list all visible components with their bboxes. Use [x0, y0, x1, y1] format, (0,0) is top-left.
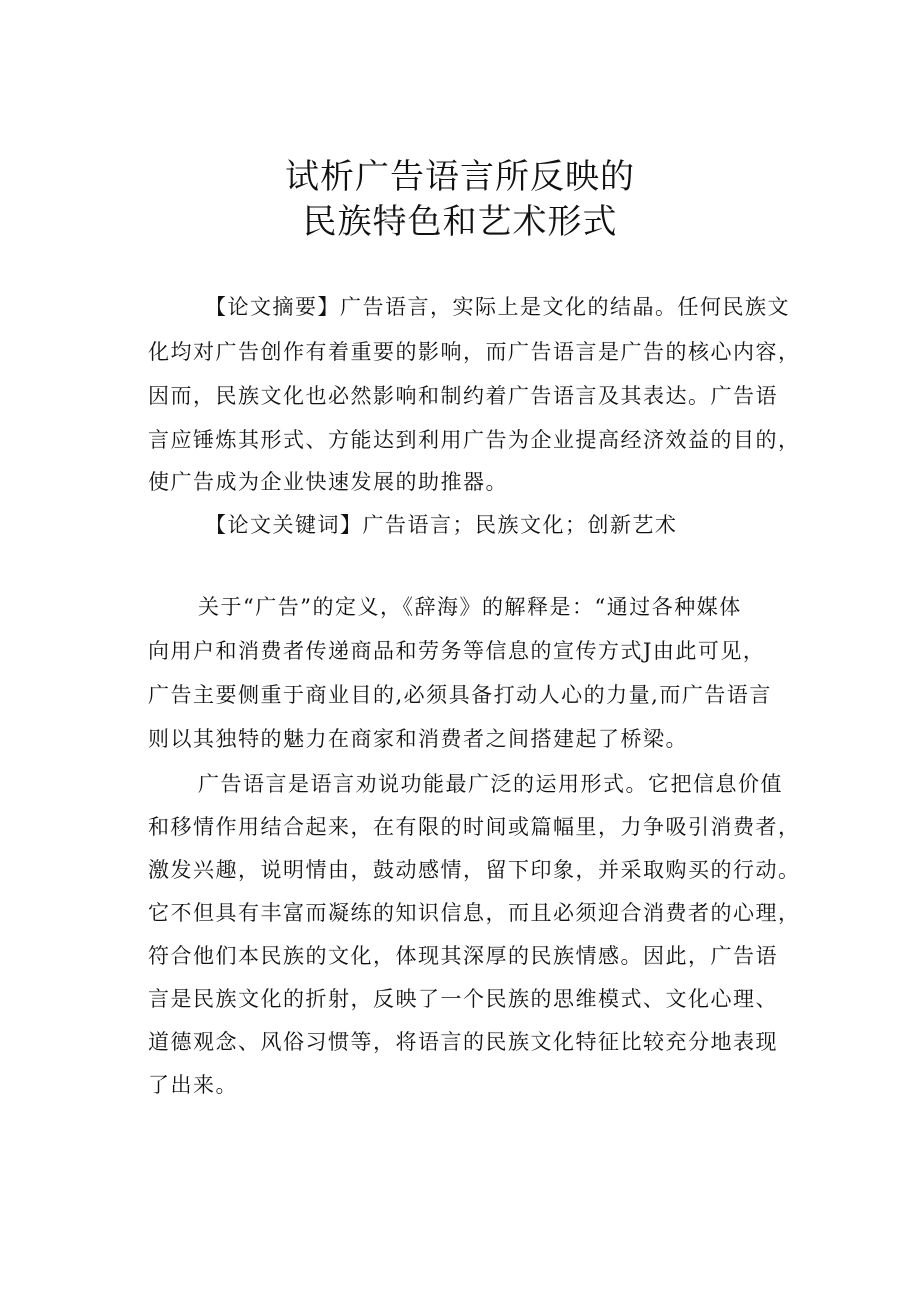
paragraph-line: 激发兴趣，说明情由，鼓动感情，留下印象，并采取购买的行动。	[148, 858, 801, 882]
paragraph-line: 关于“广告”的定义，《辞海》的解释是：“通过各种媒体	[198, 595, 742, 619]
title-line-1: 试析广告语言所反映的	[285, 157, 635, 197]
keywords-line: 【论文关键词】广告语言；民族文化；创新艺术	[205, 513, 678, 537]
abstract-line: 言应锤炼其形式、方能达到利用广告为企业提高经济效益的目的，	[148, 428, 801, 452]
paragraph-line: 了出来。	[148, 1073, 238, 1097]
paragraph-line: 向用户和消费者传递商品和劳务等信息的宣传方式J由此可见，	[148, 639, 766, 663]
paragraph-line: 广告主要侧重于商业目的,必须具备打动人心的力量,而广告语言	[148, 683, 772, 707]
abstract-line: 【论文摘要】广告语言，实际上是文化的结晶。任何民族文	[205, 295, 790, 319]
paragraph-line: 符合他们本民族的文化，体现其深厚的民族情感。因此，广告语	[148, 944, 778, 968]
paragraph-line: 则以其独特的魅力在商家和消费者之间搭建起了桥梁。	[148, 727, 688, 751]
title-line-2: 民族特色和艺术形式	[302, 202, 618, 242]
paragraph-line: 广告语言是语言劝说功能最广泛的运用形式。它把信息价值	[198, 772, 783, 796]
paragraph-line: 它不但具有丰富而凝练的知识信息，而且必须迎合消费者的心理，	[148, 901, 801, 925]
abstract-line: 使广告成为企业快速发展的助推器。	[148, 470, 508, 494]
abstract-line: 化均对广告创作有着重要的影响，而广告语言是广告的核心内容，	[148, 340, 801, 364]
paragraph-line: 道德观念、风俗习惯等，将语言的民族文化特征比较充分地表现	[148, 1030, 778, 1054]
paragraph-line: 言是民族文化的折射，反映了一个民族的思维模式、文化心理、	[148, 987, 778, 1011]
abstract-line: 因而，民族文化也必然影响和制约着广告语言及其表达。广告语	[148, 384, 778, 408]
paragraph-line: 和移情作用结合起来，在有限的时间或篇幅里，力争吸引消费者，	[148, 815, 801, 839]
